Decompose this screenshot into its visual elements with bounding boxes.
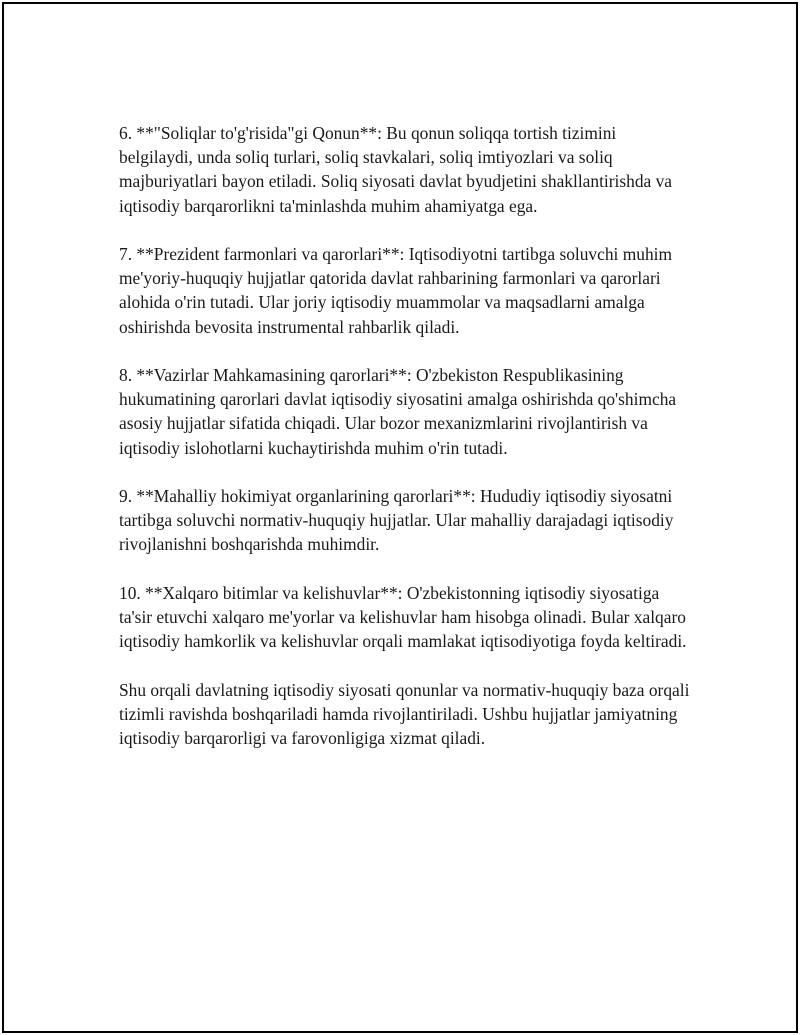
document-page [2,2,798,1033]
paragraph-mahalliy-hokimiyat: 9. **Mahalliy hokimiyat organlarining qarorlari**: Hududiy iqtisodiy siyosatni tartibga soluvchi normativ-huquqiy hujjatlar. Ular mahalliy darajadagi iqtisodiy rivojlanishni boshqarishda muhimdir. [119,486,674,555]
paragraph-conclusion: Shu orqali davlatning iqtisodiy siyosati qonunlar va normativ-huquqiy baza orqali tizimli ravishda boshqariladi hamda rivojlantiriladi. Ushbu hujjatlar jamiyatning iqtisodiy barqarorligi va farovonligiga xizmat qiladi. [119,679,690,748]
paragraph-soliqlar-qonuni: 6. **"Soliqlar to'g'risida"gi Qonun**: Bu qonun soliqqa tortish tizimini belgilaydi, unda soliq turlari, soliq stavkalari, soliq imtiyozlari va soliq majburiyatlari bayon etiladi. Soliq siyosati davlat byudjetini shakllantirishda va iqtisodiy barqarorlikni ta'minlashda muhim ahamiyatga ega. [119,123,673,216]
paragraph-xalqaro-bitimlar: 10. **Xalqaro bitimlar va kelishuvlar**: O'zbekistonning iqtisodiy siyosatiga ta'sir etuvchi xalqaro me'yorlar va kelishuvlar ham hisobga olinadi. Bular xalqaro iqtisodiy hamkorlik va kelishuvlar orqali mamlakat iqtisodiyotiga foyda keltiradi. [119,582,687,652]
document-body [119,121,694,774]
paragraph-prezident-farmonlari: 7. **Prezident farmonlari va qarorlari**: Iqtisodiyotni tartibga soluvchi muhim me'yoriy-huquqiy hujjatlar qatorida davlat rahbarining farmonlari va qarorlari alohida o'rin tutadi. Ular joriy iqtisodiy muammolar va maqsadlarni amalga oshirishda bevosita instrumental rahbarlik qiladi. [119,244,672,337]
paragraph-vazirlar-mahkamasi: 8. **Vazirlar Mahkamasining qarorlari**: O'zbekiston Respublikasining hukumatining qarorlari davlat iqtisodiy siyosatini amalga oshirishda qo'shimcha asosiy hujjatlar sifatida chiqadi. Ular bozor mexanizmlarini rivojlantirish va iqtisodiy islohotlarni kuchaytirishda muhim o'rin tutadi. [119,365,677,458]
